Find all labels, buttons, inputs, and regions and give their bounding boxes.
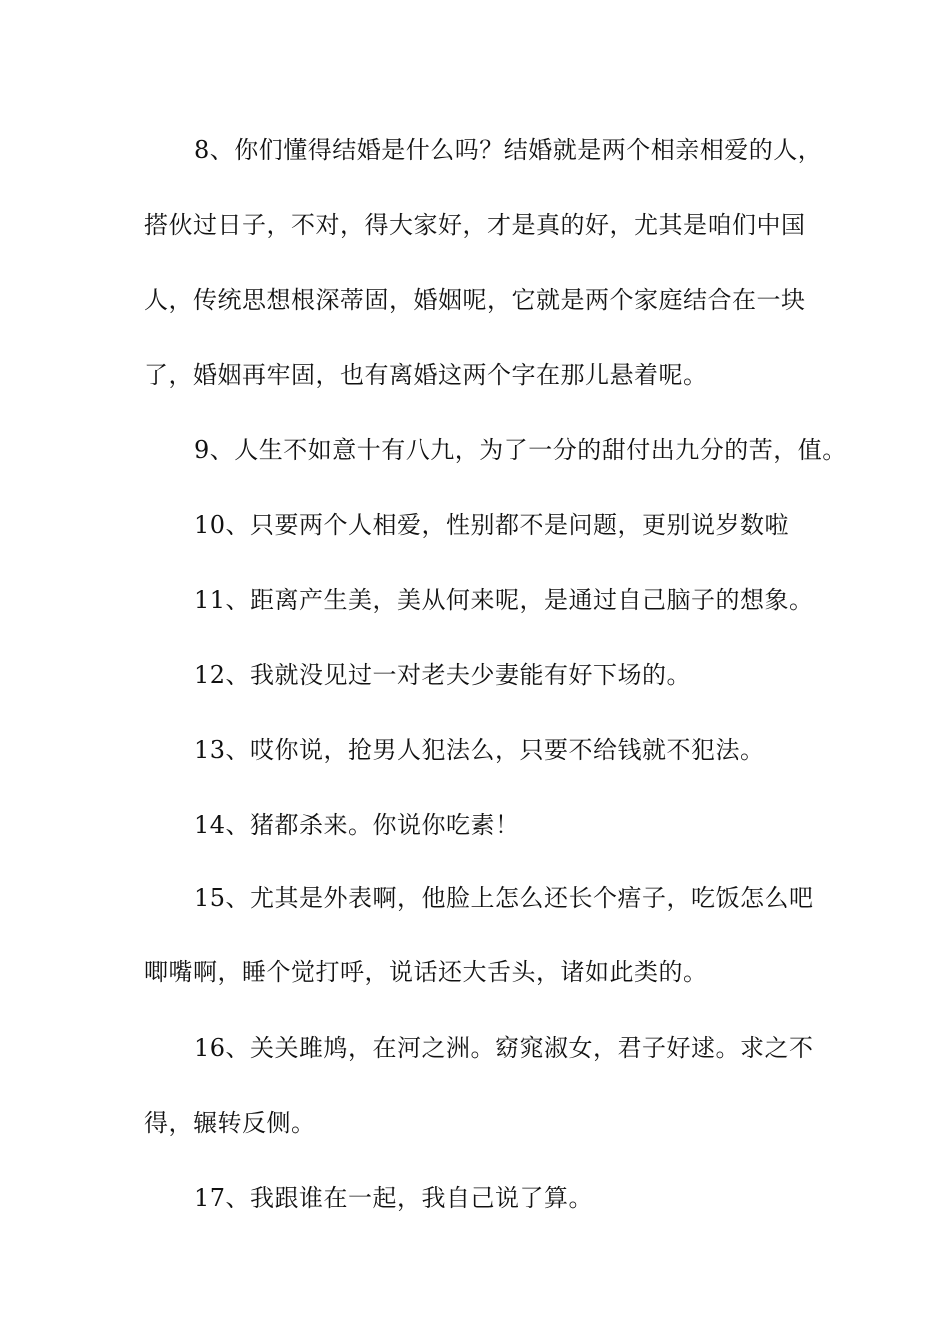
quote-15-line-2: 唧嘴啊，睡个觉打呼，说话还大舌头，诸如此类的。: [144, 958, 708, 986]
quote-11: 11、距离产生美，美从何来呢，是通过自己脑子的想象。: [194, 586, 814, 614]
quote-8-line-3: 人，传统思想根深蒂固，婚姻呢，它就是两个家庭结合在一块: [144, 286, 806, 314]
quote-16-line-2: 得，辗转反侧。: [144, 1109, 316, 1137]
quote-10: 10、只要两个人相爱，性别都不是问题，更别说岁数啦: [194, 511, 790, 539]
quote-17: 17、我跟谁在一起，我自己说了算。: [194, 1184, 594, 1212]
quote-12: 12、我就没见过一对老夫少妻能有好下场的。: [194, 661, 692, 689]
quote-16-line-1: 16、关关雎鸠，在河之洲。窈窕淑女，君子好逑。求之不: [194, 1034, 814, 1062]
quote-13: 13、哎你说，抢男人犯法么，只要不给钱就不犯法。: [194, 736, 765, 764]
quote-15-line-1: 15、尤其是外表啊，他脸上怎么还长个痦子，吃饭怎么吧: [194, 884, 814, 912]
quote-8-line-4: 了，婚姻再牢固，也有离婚这两个字在那儿悬着呢。: [144, 361, 708, 389]
quote-14: 14、猪都杀来。你说你吃素！: [194, 811, 520, 839]
quote-9: 9、人生不如意十有八九，为了一分的甜付出九分的苦，值。: [194, 436, 847, 464]
quote-8-line-1: 8、你们懂得结婚是什么吗？结婚就是两个相亲相爱的人，: [194, 136, 823, 164]
quote-8-line-2: 搭伙过日子，不对，得大家好，才是真的好，尤其是咱们中国: [144, 211, 806, 239]
